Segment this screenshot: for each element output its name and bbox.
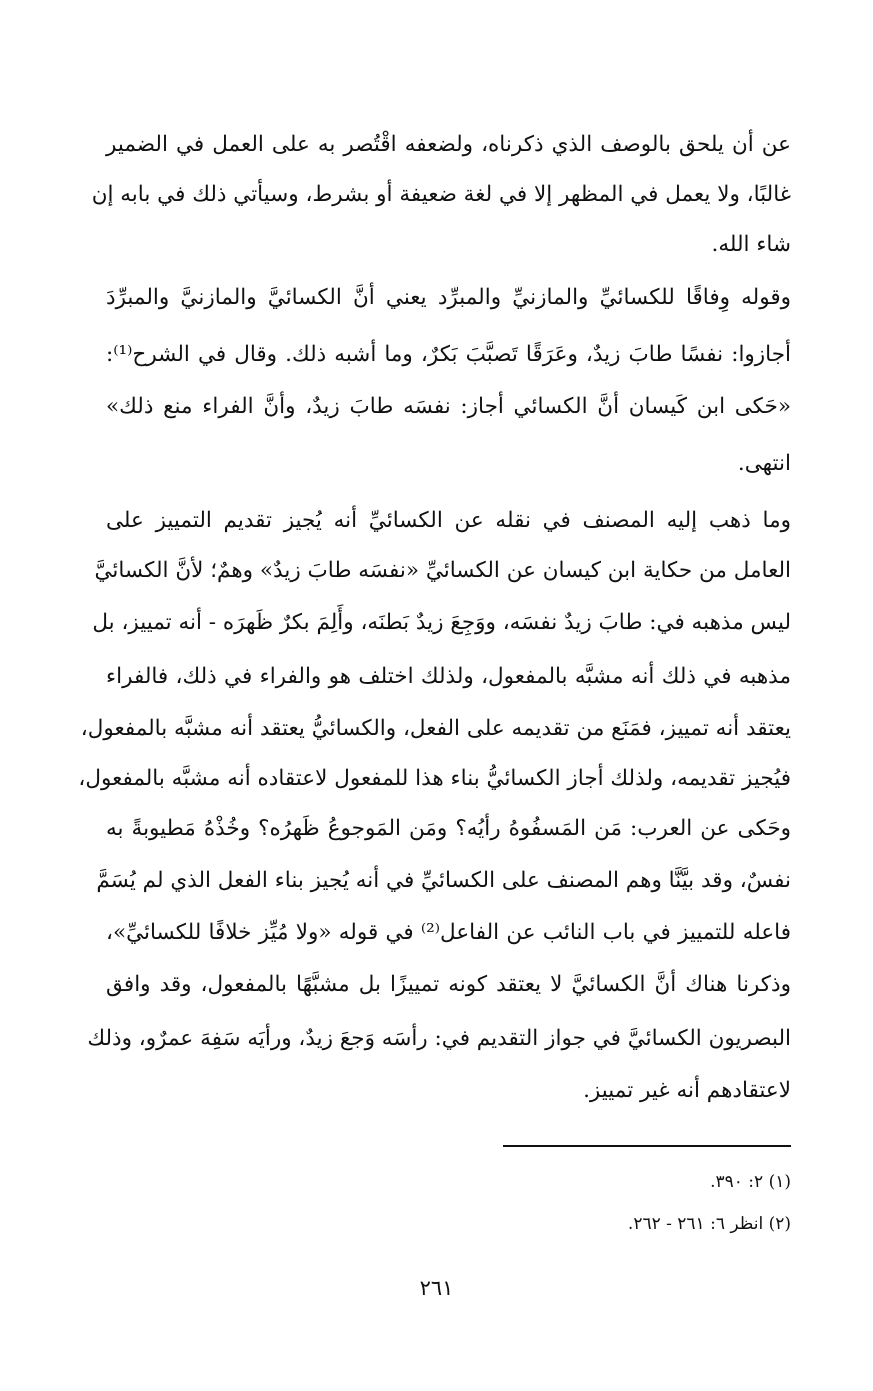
footnote: (١) ٢: ٣٩٠. — [710, 1172, 791, 1192]
text-line: نفسٌ، وقد بيَّنَّا وهم المصنف على الكسائيِّ في أنه يُجيز بناء الفعل الذي لم يُسَمَّ — [96, 868, 791, 893]
page-number: ٢٦١ — [419, 1276, 454, 1300]
text-line: فيُجيز تقديمه، ولذلك أجاز الكسائيُّ بناء هذا للمفعول لاعتقاده أنه مشبَّه بالمفعول، — [78, 766, 791, 791]
text-line: شاء الله. — [711, 232, 791, 257]
footnote: (٢) انظر ٦: ٢٦١ - ٢٦٢. — [627, 1214, 791, 1234]
text-line: ليس مذهبه في: طابَ زيدٌ نفسَه، ووَجِعَ زيدٌ بَطنَه، وأَلِمَ بكرٌ ظَهرَه - أنه تمييز، بل — [92, 610, 791, 635]
text-line: مذهبه في ذلك أنه مشبَّه بالمفعول، ولذلك اختلف هو والفراء في ذلك، فالفراء — [106, 664, 791, 689]
text-line: لاعتقادهم أنه غير تمييز. — [583, 1078, 791, 1103]
text-line: غالبًا، ولا يعمل في المظهر إلا في لغة ضعيفة أو بشرط، وسيأتي ذلك في بابه إن — [91, 182, 791, 207]
text-line: وحَكى عن العرب: مَن المَسفُوهُ رأيُه؟ ومَن المَوجوعُ ظَهرُه؟ وخُذْهُ مَطيوبةً به — [106, 816, 791, 841]
text-line: يعتقد أنه تمييز، فمَنَع من تقديمه على الفعل، والكسائيُّ يعتقد أنه مشبَّه بالمفعول، — [80, 716, 791, 741]
footnote-separator — [503, 1145, 791, 1147]
text-line: أجازوا: نفسًا طابَ زيدٌ، وعَرَقًا تَصبَّبَ بَكرٌ، وما أشبه ذلك. وقال في الشرح⁽¹⁾: — [106, 342, 791, 367]
text-line: فاعله للتمييز في باب النائب عن الفاعل⁽²⁾ في قوله «ولا مُيِّز خلافًا للكسائيِّ»، — [106, 920, 791, 945]
text-line: وقوله وِفاقًا للكسائيِّ والمازنيِّ والمبرِّد يعني أنَّ الكسائيَّ والمازنيَّ والمبرِّدَ — [106, 285, 791, 310]
text-line: العامل من حكاية ابن كيسان عن الكسائيِّ «نفسَه طابَ زيدٌ» وهمٌ؛ لأنَّ الكسائيَّ — [94, 558, 791, 583]
text-line: وذكرنا هناك أنَّ الكسائيَّ لا يعتقد كونه تمييزًا بل مشبَّهًا بالمفعول، وقد وافق — [106, 972, 791, 997]
text-line: وما ذهب إليه المصنف في نقله عن الكسائيِّ أنه يُجيز تقديم التمييز على — [106, 508, 791, 533]
text-line: عن أن يلحق بالوصف الذي ذكرناه، ولضعفه اقْتُصر به على العمل في الضمير — [106, 132, 791, 157]
text-line: انتهى. — [737, 451, 791, 476]
text-line: «حَكى ابن كَيسان أنَّ الكسائي أجاز: نفسَه طابَ زيدٌ، وأنَّ الفراء منع ذلك» — [106, 394, 791, 419]
text-line: البصريون الكسائيَّ في جواز التقديم في: رأسَه وَجعَ زيدٌ، ورأيَه سَفِهَ عمرٌو، وذلك — [87, 1026, 791, 1051]
